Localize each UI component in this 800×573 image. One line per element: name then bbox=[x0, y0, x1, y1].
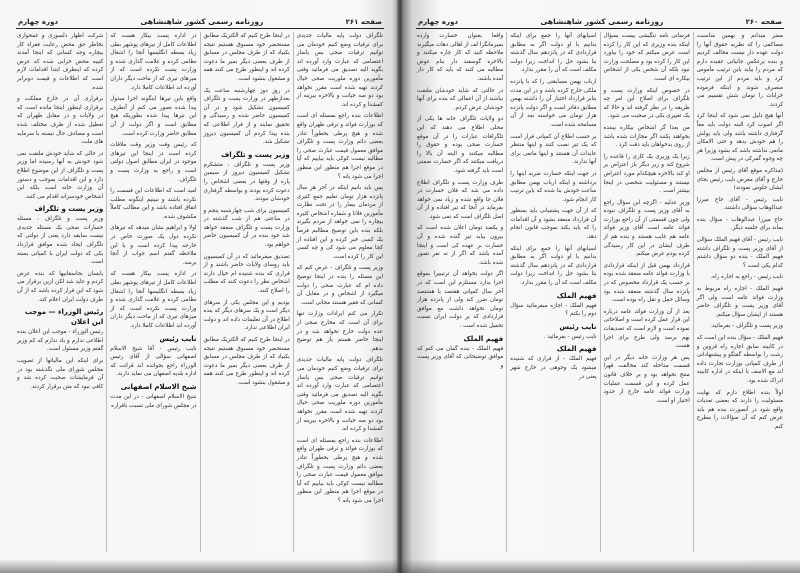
right-page bbox=[400, 0, 800, 573]
paragraph: قرارداد بهمن قبل از اینکه قراردادی با وزارت فوائد عامه منعقد شده بوده بر حسب یک قرارداد مخصوص که در پانزده سال گذشته منعقد شده بود وسائل حمل و نقل راه بوده است. bbox=[603, 262, 690, 304]
paragraph: نایب رئیس - آقای فهیم الملک سؤالی از آقای وزیر پست و تلگراف داشته فهیم الملک - بنده دو سؤال داشتم کدام یکی است ؟ bbox=[696, 237, 783, 269]
paragraph: نایب رئیس - آقای حاج میرزا عبدالوهاب سؤالی داشتند. bbox=[696, 196, 783, 212]
newspaper-title: روزنامه رسمی کشور شاهنشاهی bbox=[540, 17, 664, 26]
paragraph: تلگراف دولت پایه مالیات جدیدی برای ترقیات وضع کنیم خودمان می توانیم ترقیات صحی بس یاساز اعتصامی که عبارت وارد آورده اند بگوید الیه تصدیق می فرمائید وقتی مأمورین دوره ملوریت صحی خیال کردند تهیه شده است مقرر نخواهد بود دو صه خیانت و بالاخره بیرینه از کمشدا و کرده اند. bbox=[296, 357, 383, 433]
paragraph: واقع باین تیرها اینگونه اجرا مبذول پیدا شده تصور می کنم از آنطرف این تیرها پیدا شده بطوریکه هیچ مطابق است و اگر دولت از آن مطابق حاضر وزارت کرده است. bbox=[110, 96, 197, 137]
paragraph: در حالی که شاید خودش ملتفت نمی شود خودش به آنها رسیده اما وزیر پست و تلگراف از این موضوع اطلاع دارد و این اقدامات بموجب و دستور آن وزارت خانه است بلکه این اشخاص خودسرانه اقدام می کنند. bbox=[17, 150, 104, 200]
paragraph: در اداره پست بیکار هست که اطلاعات کامل از تیرهای پوشهر بطی زیاد بسطه انگلیسها آنجا را اشغال نظامی کرده و علامت گذاری شده و وزارت پست نکرده است که از میزهای تیری که از ماحت دیگر داران آورده اند اطلاعات کاملا دارد. bbox=[110, 33, 197, 91]
paragraph: امید است که اطلاعات این قسمت را نکرده باشند و نبینیم اینگونه مطلب اتفاق افتاده باشد و این مطالب کاملاً مکشوف شده. bbox=[110, 188, 197, 220]
column-1 bbox=[693, 32, 786, 552]
page-number: صفحه ۲۶۱ bbox=[345, 18, 382, 26]
paragraph: فهیم الملک - اجاره راه مربوط به وزارت فوائد عامه است ولی اگر آقای وزیر پست و تلگراف حاضر هستند از ایشان سؤال میکنم. bbox=[696, 286, 783, 318]
paragraph: فرساتی نامه تنگیشی بیست بسؤال اینکه بنده وزیری که این کار را کرده است عرض میکنم که خود را بیاورد این کار را کرده بود و مصلحت وزارت نبود بلکه آن شخص یکی از اشخاص بیکاره ای است. bbox=[603, 33, 690, 82]
paragraph: وزیر پست و تلگراف - بفرمائید. bbox=[710, 323, 783, 330]
paragraph: فهیم الملک - سؤال بنده این است که در کابینه سابق اجاره راه قزوین و رشت را بواسطه گفتگو و پیشنهاداتی از طرف کمپانی بوزارت تجارت داده اند مع الاسف با اینکه در اداره کابینه ادراک شده بود. bbox=[696, 335, 783, 384]
paragraph: طرف وزارت پست و تلگراف اطلاع داده می شد که فلان خسارت در فلان جا واقع شده و زیاد نمی خواهد بفرماید در آنجا که تیر افتاده و از آن اصل تلگراف است که نمی شود. bbox=[417, 179, 504, 220]
paragraph: و یکصد تومان اعلان شده است که بیرون بیاید تیر گنده شده و آن خسارت بر عهده کی است و اینجا آمده باشد که اگر از نه نفر تصور شده باشد. bbox=[417, 225, 504, 266]
paragraph: شیخ الاسلام اصفهانی - در این مدت در مجلس شورای ملی نسبت باقراره bbox=[110, 393, 197, 409]
paragraph: در اینجا طرح کنیم که الکتریک مطابق مستحضر خود مسبوق هستیم نتیجه بکبیاد که از طرف مجلس در مسابق از طرف بعضی دیگر بمیر ما دعوت کرده اند و اینطور طرح می کنند همه و مشغول بنشود است. bbox=[203, 337, 290, 386]
paragraph: اگر دولت بخواهد آن ترتیبیرا بموقع اجرا بدارد مستلزم این است که در آخر سال کمپانی هفتصد یا هشتصد تومان ضرر کند ولی از پانزده هزار تومان نخواهد داشت مع موافق قراردادی که بر دولت ایران نسبت تحمیل شده است . bbox=[417, 271, 504, 329]
right-page-header bbox=[410, 8, 790, 26]
procedural-note: (مذاکره موقع آقای رئیس از مجلس خارج و آقای معرض نایب رئیس بجای ایشان جلوس نمودند) bbox=[696, 167, 783, 192]
paragraph: اطلاعات بنده راجع بمسئله ای است که بوزارت فوائد و ترقی طهران واقع شده و هیچ پرطی بخطوراً تنادر بعضی دائم وزارت پست و تلگراف موافق معمول قیمت عبارت صحی را مطالبه نیست کوکی باید بیاییم که آیا در موقع اجرا هم منظور این منظور اجرا می شود یانه ؟ bbox=[296, 113, 383, 180]
paragraph: وزیر پست و تلگراف ، مسئله خسارات صحی یک مسئله جدیدی نیست سابقه دارد یعنی از دولتی که تلگراف ایجاد شده موافق قرارداد یکی که دولت ایران با کمپانی بسته است. bbox=[17, 216, 104, 266]
speaker-heading: شیخ الاسلام اصفهانی bbox=[120, 382, 197, 391]
paragraph: که از آن جهت پشتیبانی باید بمنظور آن قرارداد منعقد بشود و آن اقدامات را که باید بکند بموجب قانون انجام دهد. bbox=[510, 208, 597, 241]
paragraph: پس هر وزارت خانه دیگر در این قسمت مداخله کند مخالفت قهرا منتج نخواهد بود و بر خلاف قانون عمل کرده و این قسمت عملیات وزارت فوائد عامه خارج از حدود اختیار او است. bbox=[603, 354, 690, 404]
paragraph: در اداره پست بیکار هست که اطلاعات کامل از تیرهای پوشهر بطی زیاد بسطه انگلیسها آنجا را اشغال نظامی کرده و علامت گذاری شده و وزارت پست نکرده است که از میزهای تیری که از ماحت دیگر داران آورده اند اطلاعات کاملا دارد. bbox=[110, 271, 197, 329]
header-rule bbox=[416, 28, 784, 29]
paragraph: بعد از آن وزارت فوائد عامه درباره این قرار عمل کرده است و اصلاحاتی نموده است و لازم است که تصدیقات بهم برسد ولی طرح برای اجرا هست. bbox=[603, 308, 690, 350]
paragraph: در خصوص اینکه وزارت پست و تلگراف برای اصلاح این امر چه طریقه را در نظر گرفته اند و حالا که یک تغییری یکی در صحبت می شود. bbox=[603, 87, 690, 120]
paragraph: رئیس الوزراء - موجب این اعلان بنده اطلاعی ندارم و یاد ندارم که کم وزیر گفتم وزیر مسئول است. bbox=[17, 329, 104, 353]
paragraph: بودیم و این مجلس یکی از سرهای دیگر است و یک سرهای دیگر که بنده اطلاع در آن تعلیمات داده اند و دولت ایران اطلاعی ندارد. bbox=[203, 299, 290, 332]
paragraph: پس باید بانیم اینکه در آخر هر سال پانزده هزار تومان تعلیم جمع کثیری از مردمان بیمار را در تحت نظارت مأمورین فلانا و شماره اشخاص کثیره بیچاره را نمی خواهد از مردم بگیرند بلکه بنده باین توضیح مطالبم فرضاً یک کسی خبر کرده و این افتاده از کجا معلوم می شود کی و چه کسی این کار را کرده است. bbox=[296, 185, 383, 260]
paragraph: کمیسیون برای شب چهارشنبه پنجم و در ساعتی هم از شب گذشته در وزارت پست و تلگراف منعقد خواهد شد خود بنده در آن کمیسیون حاضر خواهم بود. bbox=[203, 207, 290, 249]
paragraph: ارباب بهمن مسابقتی را که با پانزده ملکی خارج کرده باشد و در این مدت بنابر قرارداد اختیار آن را داشته بهمن مطابق دفاتر است و اگر دولت پانزده هزار تومان می خواسته بعد از آن مسامحه شده است. bbox=[510, 78, 597, 128]
paragraph: وزیر پست و تلگراف ، متشکرم تشکیل کمیسیون دیروز از سیمین پاره از وقتها در بعضی اشخاص را دعوت کرده بودند و بواسطه گرفتاری خودشان نبودند. bbox=[203, 161, 290, 203]
column-1 bbox=[293, 32, 386, 552]
paragraph: برای اینکه این مالیاتها از تصویب مجلس شورای ملی نگذشته بود در آن فرمایشات صحبت کرده شد و کافی نبود که متن برقرار کردند. bbox=[17, 358, 104, 390]
newspaper-title: روزنامه رسمی کشور شاهنشاهی bbox=[140, 17, 264, 26]
section-heading: رئیس الوزراء — موجب این اعلان bbox=[24, 308, 104, 327]
paragraph: که رئیس وقت وزیر وقت ملاقات کرده است در اینجا این تیرهای موجود در ایران مطابق اصول دولتی است و راجع به وزارت پست و تلگراف. bbox=[110, 142, 197, 183]
paragraph: نایب رئیس - بفرمائید . bbox=[543, 333, 597, 340]
left-page-header bbox=[10, 8, 390, 26]
paragraph: فهیم الملک - بنده گمان می کنم که موافق توضیحاتی که آقای وزیر پست و bbox=[417, 345, 504, 369]
paragraph: اولا و ابراهیم نشان میدهد که تیرهای نکرده دول یک صورت خاص در خارجه پیدا کرده است و با این ملاحظه گفتم اسم جواب از آنجا برسد. bbox=[110, 225, 197, 266]
paragraph: تکرار می کنم ایرادات وزارت تنها برای آن است که مخارج صحی از عده دولت خارج نخواهد شد و در اینجا حاضر هستم باز هم توضیح بدهم. bbox=[296, 311, 383, 352]
paragraph: اسیابهای آنها را جمع برای اینکه بدانیم با او دولت اگر به مطابق قراردادی که در پانزدهم سال گذشته بنا بشود حل را انداخت زیرا دولت مکلف است که آن را مقرر بدارد. bbox=[510, 33, 597, 74]
paragraph: واقعا بعنوان خسارت وارده بمیرمانگرا لف از اهالی دهات میگیرند ملاحظه کنید که کار چاره میکنند و بالاخره گوسفند دار بنام عوض مطالبه می کنند که باید که کار دار آمده باشند. bbox=[417, 33, 504, 82]
speaker-heading: فهیم الملک bbox=[556, 345, 597, 354]
column-4 bbox=[414, 32, 506, 552]
paragraph: تلگراف دولت پایه مالیات جدیدی برای ترقیات وضع کنیم خودمان می توانیم ترقیات صحی بس یاساز اعتصامی که عبارت وارد آورده اند بگوید الیه تصدیق می فرمائید وقتی مأمورین دوره ملوریت صحی خیال کردند تهیه شده است مقرر نخواهد بود دو صه خیانت و بالاخره بیرینه از کمشدا و کرده اند. bbox=[296, 33, 383, 108]
paragraph: در روز دوز چهارشنبه ساعت یک بعدازظهر در وزارت پست و تلگراف کمیسیون تشکیل شود و در آن کمیسیون حاضر شده و رسیدگی و تحقیق نمایند و از قرار اطلاعی که بنده پیدا کردم آن کمیسیون دیروز تشکیل شد. bbox=[203, 87, 290, 146]
column-3 bbox=[506, 32, 599, 552]
right-page-columns bbox=[410, 32, 790, 552]
paragraph: در اینجا طرح کنیم که الکتریک مطابق مستحضر خود مسبوق هستیم نتیجه بکبیاد که از طرف مجلس در مسابق از طرف بعضی دیگر بمیر ما دعوت کرده اند و اینطور طرح می کنند همه و مشغول بنشود است. bbox=[203, 33, 290, 82]
paragraph: در جهت اینکه خسارت ضربه اینها را برداشته و اینکه ارباب بهمن مطابق ساعت خودش بنا شده که باین ترتیب کار انجام شود. bbox=[510, 170, 597, 203]
column-2 bbox=[600, 32, 693, 552]
book-spine-shadow bbox=[397, 0, 403, 573]
paragraph: بر حسب اطلاع آن کمپانی قرار است که یک تیر نصب کنند و اینها منتظر عایدات آن هستند و اینها مانعی برای آنها ندارند. bbox=[510, 133, 597, 166]
session-label: دوره چهارم bbox=[18, 18, 59, 26]
column-2 bbox=[200, 32, 293, 552]
paragraph: مضر میدانم و بهمین مناسبت مصاکمی را که نظریه حقوق آنها را دولت عهده دار نیست مخالف کردیم و بنده برعکس جانیانی عقیده دارم که مردم را بیاید باین ترتیب مأموس کرد و باید مردم از این ترتیب منصرف شوند و اینکه فرموده خرابات را تومان شش تقسیم می کردند. bbox=[696, 33, 783, 108]
section-heading: وزیر پست و تلگراف bbox=[34, 205, 104, 214]
paragraph: بایسان بحاسقابیها که بنده عرض کردم و عاید شد لکن ازین برقرار می شود که این قرار کرده باشد که از آن طرف دولت ایران اعلام کند. bbox=[17, 270, 104, 303]
page-number: صفحه ۲۶۰ bbox=[745, 18, 782, 26]
paragraph: در حالتی که شاید خودشان ملتفت نباشند از آن اعمالی که بنده برای آنها خودشان عرض کردم. bbox=[417, 87, 504, 111]
section-heading: وزیر پست و تلگراف bbox=[221, 150, 290, 159]
speaker-heading: نایب رئیس bbox=[559, 322, 597, 331]
paragraph: اسیابهای آنها را جمع برای اینکه بدانیم با او دولت اگر به مطابق قراردادی که در پانزدهم سال گذشته بنا بشود حل را انداخت زیرا دولت مکلف است که آن را مقرر بدارد. bbox=[510, 245, 597, 287]
paragraph: فهیم الملک - از قراری که شنیده میشود یک وجوهی در خارج شهر یعنی در bbox=[510, 356, 597, 380]
paragraph: اطلاعات بنده راجع بمسئله ای است که بوزارت فوائد و ترقی طهران واقع شده و هیچ پرطی بخطوراً تنادر بعضی دائم وزارت پست و تلگراف موافق معمول قیمت عبارت صحی را مطالبه نیست کوکی باید بیاییم که آیا در موقع اجرا هم منظور این منظور اجرا می شود یانه ؟ bbox=[296, 437, 383, 504]
paragraph: برقراری آن در خارج مملکت و برقراری اینطور اینجا مانده است که در ولایات و در مقابل طهران که تعطیل شده از طرف مختلف شده است و مصادف حال نبسته با سرمایه های ملت. bbox=[17, 96, 104, 146]
speaker-heading: فهیم الملک bbox=[556, 291, 597, 300]
column-4 bbox=[14, 32, 106, 552]
paragraph: حاج میرزا عبدالوهاب - سؤال بنده بماند برای جلسه دیگر. bbox=[696, 216, 783, 232]
paragraph: فهیم الملک - اجازه میفرمائید سؤال دوم را بکنم ؟ bbox=[510, 302, 597, 318]
column-3 bbox=[106, 32, 199, 552]
speaker-heading: نایب رئیس bbox=[159, 334, 197, 343]
paragraph: نایب رئیس - آقا شیخ الاسلام اصفهانی سؤالی از آقای رئیس الوزراء راجع بخوانده اند قرائت که اداره بلدیه اصفهان می نماید دارند. bbox=[110, 345, 197, 378]
paragraph: اولاً بنده اطلاع دارم که نهایت مسئولیت را دارند که بعضی تعدیات واقع شود در آنصورت بنده هم باید عرض کنم که آن سؤالات را مطرح کنم. bbox=[696, 389, 783, 430]
session-label: دوره چهارم bbox=[418, 18, 459, 26]
header-rule bbox=[16, 28, 384, 29]
paragraph: من بعدا گر اشخاص بیکاره بیننده بخواهند بکنند اگر مجازات شده باشد از روی بدخواهان باید دقت کرد . bbox=[603, 124, 690, 149]
paragraph: شرکت اظهار دلسوزی و غمخواری بخاطر حق محض رعایت فقراء کار بیچاره وجه کسانی که اینجا آمدند کتیبه محض خرابی شده که عرض کرده که اینطرف ابتدا اقدامات لازم است که اطلاعات و قیمت دوبرابر شده. bbox=[17, 33, 104, 91]
paragraph: آنها هیچ دلیل نمی شود که اینجا کرد اگر اصوب کرد البته دولت باید معاً گرفتاری داشته باشد ولی باید پولش را هم خودش بدهد و حتی الامکان مانعی نداشته باشد که بشود وزیرا هر چه وجوه گمرکی در پیش است. bbox=[696, 113, 783, 163]
paragraph: تصدیق میفرمائید که در آن کمیسیون باید روسای ولایات حاضر باشند و از قراری که بنده شنیده ام خیال دارند اشخاص نظر را دعوت کنند که مطلب را اصلاح کنند. bbox=[203, 253, 290, 295]
speaker-heading: فهیم الملک bbox=[463, 334, 504, 343]
paragraph: وزیر پست و تلگراف - عرض کنم که این مسئله را بنده در اینجا توضیح داده ام که عبارت صحی را دولت میگیرد از اشخاص و در مقابل آن کسانی که فقیر هستند مجانی است. bbox=[296, 265, 383, 306]
paragraph: دو ولایات تلگراف خانه ها یکی از محلی اطلاع می دهند که این تلگرافات عبارات را در آن موقع خسارت صحی بوده و حقوق را مطالبه میکنند و البته آن بالا را دریافت میکنند که اگر خسارت ضمنی است باید گرفته شود. bbox=[417, 116, 504, 174]
paragraph: زیرا یک وزیری یک کاری را قاعده را شروع کند و زیر دیگر باز اعتراض بر او کند بالاخره هیچکدام مورد اعتراض نیستند و مسئولیت شخصی در اینجا بیشتر است . bbox=[603, 153, 690, 195]
left-page-columns bbox=[10, 32, 390, 552]
paragraph: وزیر عدلیه - اگرچه این سؤال راجع به آقای وزیر پست و تلگراف نبوده ولی چون قسمتی از آن راجع بوزارت فوائد عامه است آقای وزیر فوائد عامه هم غایب هستند و بنده هم از طرف ایشان در این کار رسیدگی کرده بودم عرض میکنم. bbox=[603, 199, 690, 258]
paragraph: نایب رئیس - راجع به اجاره راه. bbox=[710, 274, 783, 281]
